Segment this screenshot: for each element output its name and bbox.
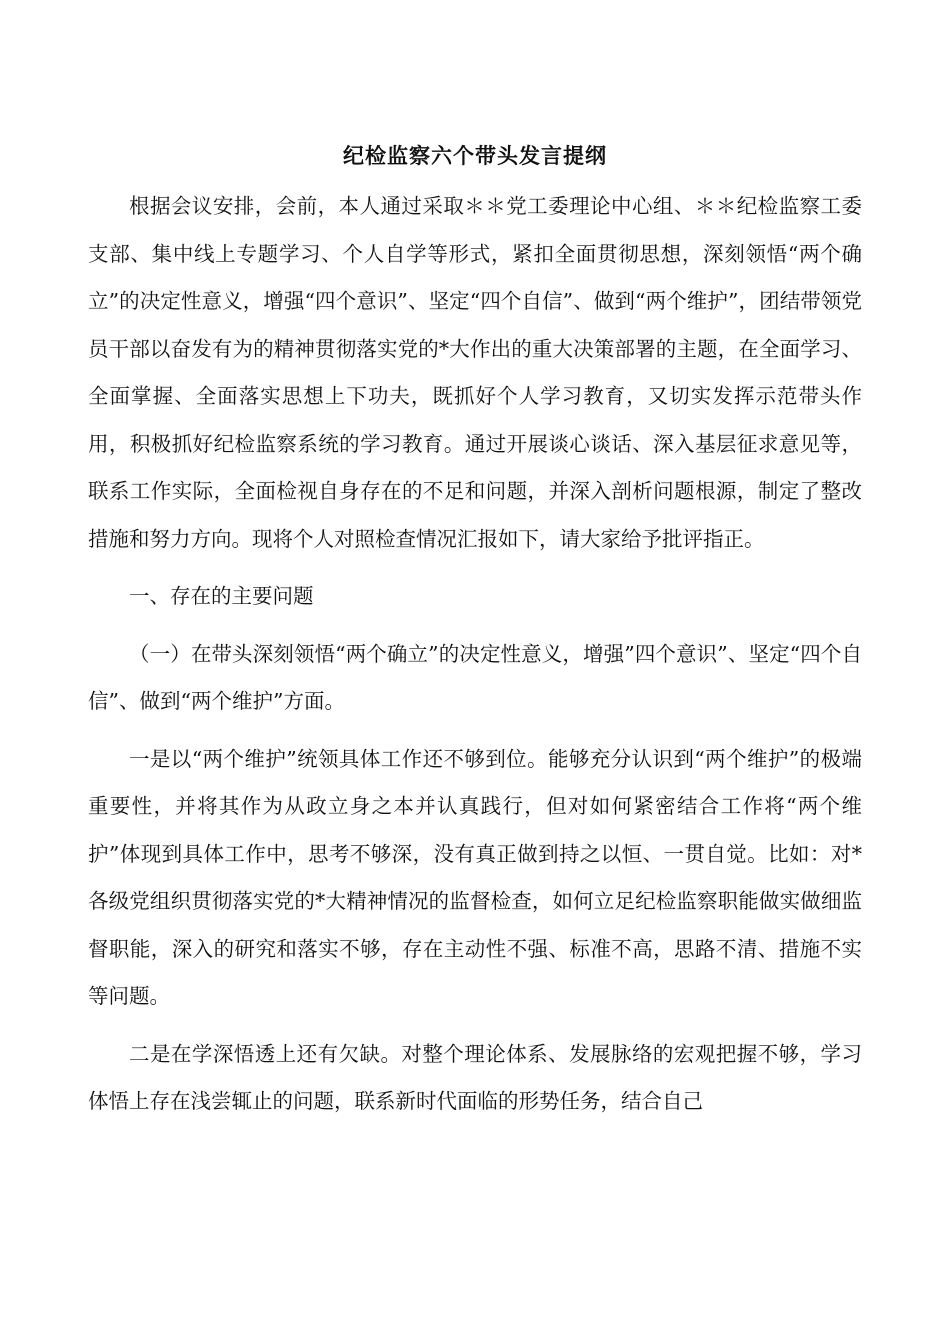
document-title: 纪检监察六个带头发言提纲 [343, 143, 607, 168]
document-body [88, 183, 862, 1126]
subsection-heading: （一）在带头深刻领悟“两个确立”的决定性意义，增强”四个意识”、坚定“四个自信”、做到“两个维护”方面。 [88, 641, 862, 713]
point-one-paragraph: 一是以“两个维护”统领具体工作还不够到位。能够充分认识到“两个维护”的极端重要性，并将其作为从政立身之本并认真践行，但对如何紧密结合工作将“两个维护”体现到具体工作中，思考不够深，没有真正做到持之以恒、一贯自觉。比如：对*各级党组织贯彻落实党的*大精神情况的监督检查，如何立足纪检监察职能做实做细监督职能，深入的研究和落实不够，存在主动性不强、标准不高，思路不清、措施不实等问题。 [88, 746, 862, 1008]
intro-paragraph: 根据会议安排，会前，本人通过采取＊＊党工委理论中心组、＊＊纪检监察工委支部、集中线上专题学习、个人自学等形式，紧扣全面贯彻思想，深刻领悟“两个确立”的决定性意义，增强“四个意识”、坚定“四个自信”、做到“两个维护”，团结带领党员干部以奋发有为的精神贯彻落实党的*大作出的重大决策部署的主题，在全面学习、全面掌握、全面落实思想上下功夫，既抓好个人学习教育，又切实发挥示范带头作用，积极抓好纪检监察系统的学习教育。通过开展谈心谈话、深入基层征求意见等，联系工作实际，全面检视自身存在的不足和问题，并深入剖析问题根源，制定了整改措施和努力方向。现将个人对照检查情况汇报如下，请大家给予批评指正。 [88, 194, 862, 551]
point-two-paragraph: 二是在学深悟透上还有欠缺。对整个理论体系、发展脉络的宏观把握不够，学习体悟上存在浅尝辄止的问题，联系新时代面临的形势任务，结合自己 [88, 1041, 862, 1113]
section-heading: 一、存在的主要问题 [129, 584, 314, 608]
